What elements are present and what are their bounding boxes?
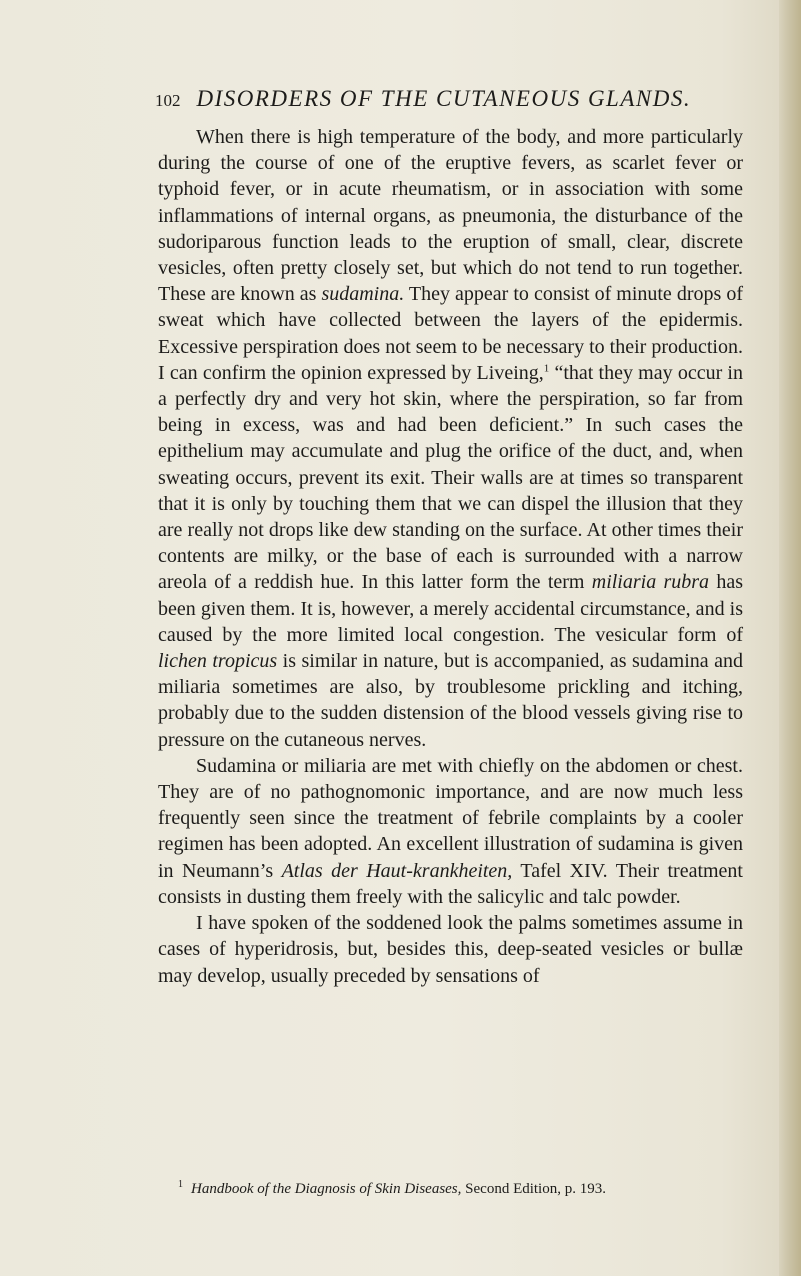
- paragraph: [158, 753, 743, 910]
- footnote-title: Handbook of the Diagnosis of Skin Diseases,: [191, 1181, 462, 1197]
- paragraph: [158, 124, 743, 753]
- paragraph-text: “that they may occur in a perfectly dry and very hot skin, where the perspiration, so far from being in excess, was and had been deficient.” In such cases the epithelium may accumulate and plug the orifice of the duct, and, when sweating occurs, prevent its exit. Their walls are at times so transparent that it is only by touching them that we can dispel the illusion that they are really not drops like dew standing on the surface. At other times their contents are milky, or the base of each is surrounded with a narrow areola of a reddish hue. In this latter form the term: [158, 361, 743, 594]
- book-title-atlas: Atlas der Haut-krankheiten,: [281, 859, 513, 882]
- paragraph-text: is similar in nature, but is accompanied, as sudamina and miliaria sometimes are also, by troublesome prickling and itching, probably due to the sudden distension of the blood vessels giving rise to pressure on the cutaneous nerves.: [158, 650, 743, 751]
- footnote-text: Second Edition, p. 193.: [461, 1181, 606, 1197]
- paragraph-text: has been given them. It is, however, a merely accidental circumstance, and is caused by the more limited local congestion. The vesicular form of: [158, 571, 743, 646]
- paragraph-text: I have spoken of the soddened look the palms sometimes assume in cases of hyperidrosis, but, besides this, deep-seated vesicles or bullæ may develop, usually preceded by sensations of: [158, 912, 743, 987]
- paragraph-text: Tafel XIV. Their treatment consists in dusting them freely with the salicylic and talc powder.: [158, 859, 743, 908]
- footnote-marker: 1: [178, 1179, 183, 1190]
- paragraph: [158, 910, 743, 989]
- page-number: 102: [155, 91, 181, 110]
- paragraph-text: Sudamina or miliaria are met with chiefly on the abdomen or chest. They are of no pathognomonic importance, and are now much less frequently seen since the treatment of febrile complaints by a cooler regimen has been adopted. An excellent illustration of sudamina is given in Neumann’s: [158, 754, 743, 882]
- term-lichen-tropicus: lichen tropicus: [158, 650, 278, 673]
- paragraph-text: When there is high temperature of the body, and more particularly during the course of one of the eruptive fevers, as scarlet fever or typhoid fever, or in acute rheumatism, or in association with some inflammations of internal organs, as pneumonia, the disturbance of the sudoriparous function leads to the eruption of small, clear, discrete vesicles, often pretty closely set, but which do not tend to run together. These are known as: [158, 126, 743, 306]
- page-header: [155, 86, 735, 112]
- term-sudamina: sudamina.: [321, 283, 405, 306]
- term-miliaria-rubra: miliaria rubra: [591, 571, 710, 594]
- paragraph-text: They appear to consist of minute drops of sweat which have collected between the layers of the epidermis. Excessive perspiration does not seem to be necessary to their production. I can confirm the opinion expressed by Liveing,: [158, 283, 743, 384]
- footnote-ref: 1: [543, 362, 550, 375]
- running-head: DISORDERS OF THE CUTANEOUS GLANDS.: [196, 86, 692, 111]
- page-edge: [779, 0, 801, 1276]
- footnote: [178, 1179, 758, 1198]
- body-text: [158, 124, 743, 989]
